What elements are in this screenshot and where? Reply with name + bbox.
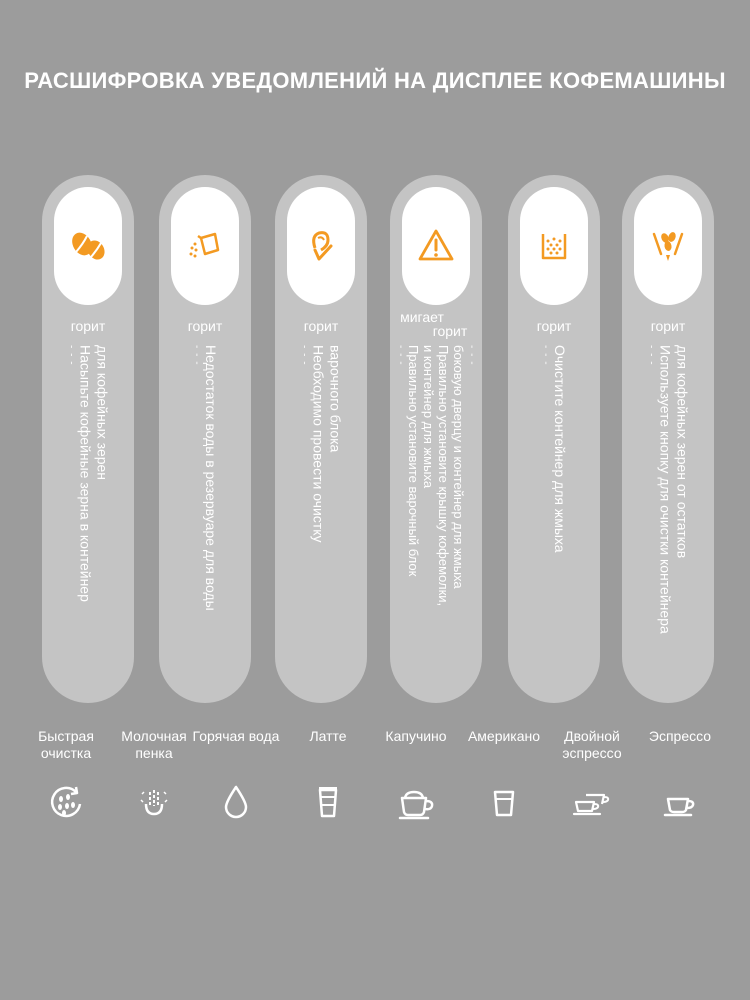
description-line-2: для кофейных зерен от остатков [674, 345, 691, 559]
indicator-description [508, 345, 600, 690]
dash-marker: - - - [298, 345, 310, 366]
dash-marker: - - - [191, 345, 202, 366]
dash-marker-on: - - - [395, 345, 406, 366]
mode-hot-water[interactable] [186, 728, 286, 827]
indicator-icon-box [287, 187, 355, 305]
indicator-icon-box [402, 187, 470, 305]
indicator-pill-beans [42, 175, 134, 703]
description-line-1: Используете кнопку для очистки контейнера [657, 345, 674, 634]
brush-cleaning-icon [648, 226, 688, 266]
description-line-1: Насыпьте кофейные зерна в контейнер [77, 345, 94, 602]
cappuccino-cup-icon [366, 782, 466, 827]
indicator-pill-warning [390, 175, 482, 703]
description-line-1: Недостаток воды в резервуаре для воды [203, 345, 219, 611]
mode-label: Горячая вода [192, 728, 280, 744]
warning-icon [416, 226, 456, 266]
indicator-pill-water [159, 175, 251, 703]
mode-label: Эспрессо [648, 728, 712, 744]
indicator-icon-box [634, 187, 702, 305]
indicator-pill-brush [622, 175, 714, 703]
status-label-blink: мигает [400, 309, 444, 325]
mode-latte[interactable] [278, 728, 378, 827]
espresso-cup-icon [630, 782, 730, 827]
status-label: горит [70, 318, 106, 334]
latte-glass-icon [278, 782, 378, 827]
mode-label: Латте [309, 728, 347, 744]
dash-marker: - - - [540, 345, 551, 366]
mode-espresso[interactable] [630, 728, 730, 827]
mode-buttons-row [0, 728, 750, 848]
mode-cappuccino[interactable] [366, 728, 466, 827]
page-title: РАСШИФРОВКА УВЕДОМЛЕНИЙ НА ДИСПЛЕЕ КОФЕМАШИНЫ [24, 68, 726, 93]
water-pour-icon [185, 226, 225, 266]
mode-label: Молочная пенка [121, 728, 187, 761]
status-label: горит [303, 318, 339, 334]
description-line-1: Очистите контейнер для жмыха [552, 345, 568, 553]
mode-label: Капучино [385, 728, 447, 744]
mode-label: Быстрая очистка [38, 728, 94, 761]
mode-quick-clean[interactable] [16, 728, 116, 827]
dash-marker-blink: - - - [466, 345, 477, 366]
mode-label: Двойной эспрессо [562, 728, 622, 761]
indicator-icon-box [171, 187, 239, 305]
mode-americano[interactable] [454, 728, 554, 827]
dash-marker: - - - [645, 345, 657, 366]
indicator-pill-grounds [508, 175, 600, 703]
indicator-description [159, 345, 251, 690]
description-line-2: варочного блока [327, 345, 344, 453]
description-blink-line-2: боковую дверцу и контейнер для жмыха [451, 345, 466, 589]
indicator-description [390, 345, 482, 690]
double-espresso-icon [542, 782, 642, 827]
mode-label: Американо [467, 728, 541, 744]
indicator-description [275, 345, 367, 690]
coffee-beans-icon [68, 226, 108, 266]
description-on-line-2: и контейнер для жмыха [421, 345, 436, 489]
dash-marker: - - - [65, 345, 77, 366]
indicator-description [42, 345, 134, 690]
mode-double-espresso[interactable] [542, 728, 642, 827]
indicator-icon-box [520, 187, 588, 305]
description-line-2: для кофейных зерен [94, 345, 111, 481]
status-label-on: горит [432, 323, 468, 339]
indicator-icon-box [54, 187, 122, 305]
status-label: горит [650, 318, 686, 334]
grounds-container-icon [534, 226, 574, 266]
brew-unit-icon [301, 226, 341, 266]
status-label: горит [187, 318, 223, 334]
water-drop-icon [186, 782, 286, 827]
americano-glass-icon [454, 782, 554, 827]
description-blink-line-1: Правильно установите крышку кофемолки, [436, 345, 451, 607]
quick-clean-icon [16, 782, 116, 827]
status-label: горит [536, 318, 572, 334]
indicator-pill-brew-unit [275, 175, 367, 703]
indicator-description [622, 345, 714, 690]
description-on-line-1: Правильно установите варочный блок [406, 345, 421, 577]
description-line-1: Необходимо провести очистку [310, 345, 327, 543]
